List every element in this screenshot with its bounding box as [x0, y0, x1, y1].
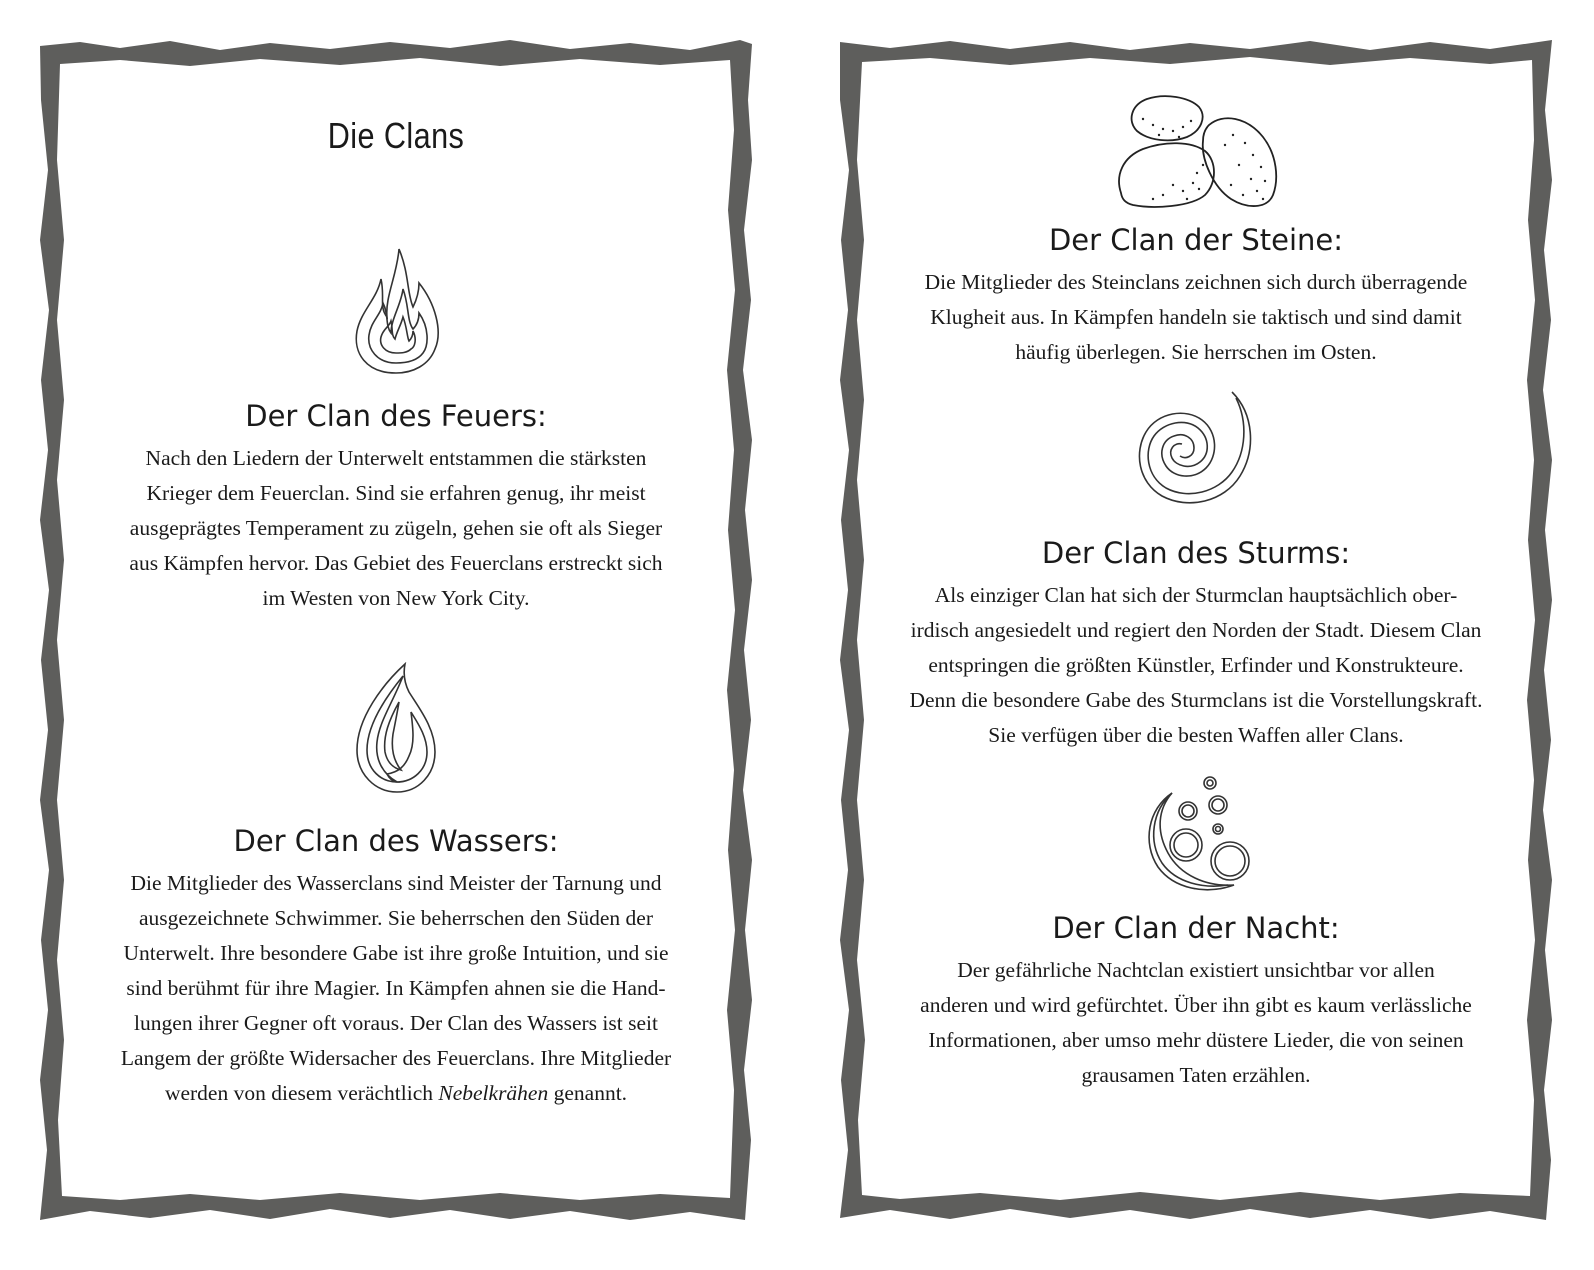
water-clan-heading: Der Clan des Wassers: [233, 824, 559, 858]
right-page [840, 40, 1552, 1220]
stone-clan-section [880, 95, 1512, 370]
stone-clan-heading: Der Clan der Steine: [1048, 223, 1344, 257]
storm-clan-text: Als einziger Clan hat sich der Sturmclan hauptsächlich ober- irdisch angesiedelt und regiert den Norden der Stadt. Diesem Clan entspringen die größten Künstler, Erfinder und Konstrukteure. Denn die besondere Gabe des Sturmclans ist die Vorstellungskraft. Sie verfügen über die besten Waffen aller Clans. [909, 583, 1483, 747]
spiral-wind-icon [1132, 388, 1260, 512]
flame-icon [351, 245, 441, 377]
stones-icon [1113, 95, 1279, 209]
moon-bubbles-icon [1138, 775, 1254, 895]
water-drop-icon [353, 662, 439, 794]
fire-clan-text: Nach den Liedern der Unterwelt entstammen die stärksten Krieger dem Feuerclan. Sind sie erfahren genug, ihr meist ausgeprägtes Temperament zu zügeln, gehen sie oft als Sieger aus Kämpfen hervor. Das Gebiet des Feuerclans erstreckt sich im Westen von New York City. [129, 446, 663, 610]
water-clan-text: Die Mitglieder des Wasserclans sind Meister der Tarnung und ausgezeichnete Schwimmer. Sie beherrschen den Süden der Unterwelt. Ihre besondere Gabe ist ihre große Intuition, und sie sind berühmt für ihre Magier. In Kämpfen ahnen sie die Hand- lungen ihrer Gegner oft voraus. Der Clan des Wassers ist seit Langem der größte Widersacher des Feuerclans. Ihre Mitglieder werden von diesem verächtlich Nebelkrähen genannt. [120, 871, 672, 1105]
night-clan-text: Der gefährliche Nachtclan existiert unsichtbar vor allen anderen und wird gefürchtet. Über ihn gibt es kaum verlässliche Informationen, aber umso mehr düstere Lieder, die von seinen grausamen Taten erzählen. [920, 958, 1472, 1087]
stone-clan-text: Die Mitglieder des Steinclans zeichnen sich durch überragende Klugheit aus. In Kämpfen handeln sie taktisch und sind damit häufig überlegen. Sie herrschen im Osten. [924, 270, 1468, 364]
left-page [40, 40, 752, 1220]
fire-clan-heading: Der Clan des Feuers: [245, 399, 547, 433]
storm-clan-section [880, 388, 1512, 753]
fire-clan-section [80, 245, 712, 616]
storm-clan-heading: Der Clan des Sturms: [1041, 536, 1351, 570]
night-clan-section [880, 775, 1512, 1093]
water-clan-section [80, 662, 712, 1111]
page-title: Die Clans [327, 115, 465, 156]
night-clan-heading: Der Clan der Nacht: [1052, 911, 1340, 945]
